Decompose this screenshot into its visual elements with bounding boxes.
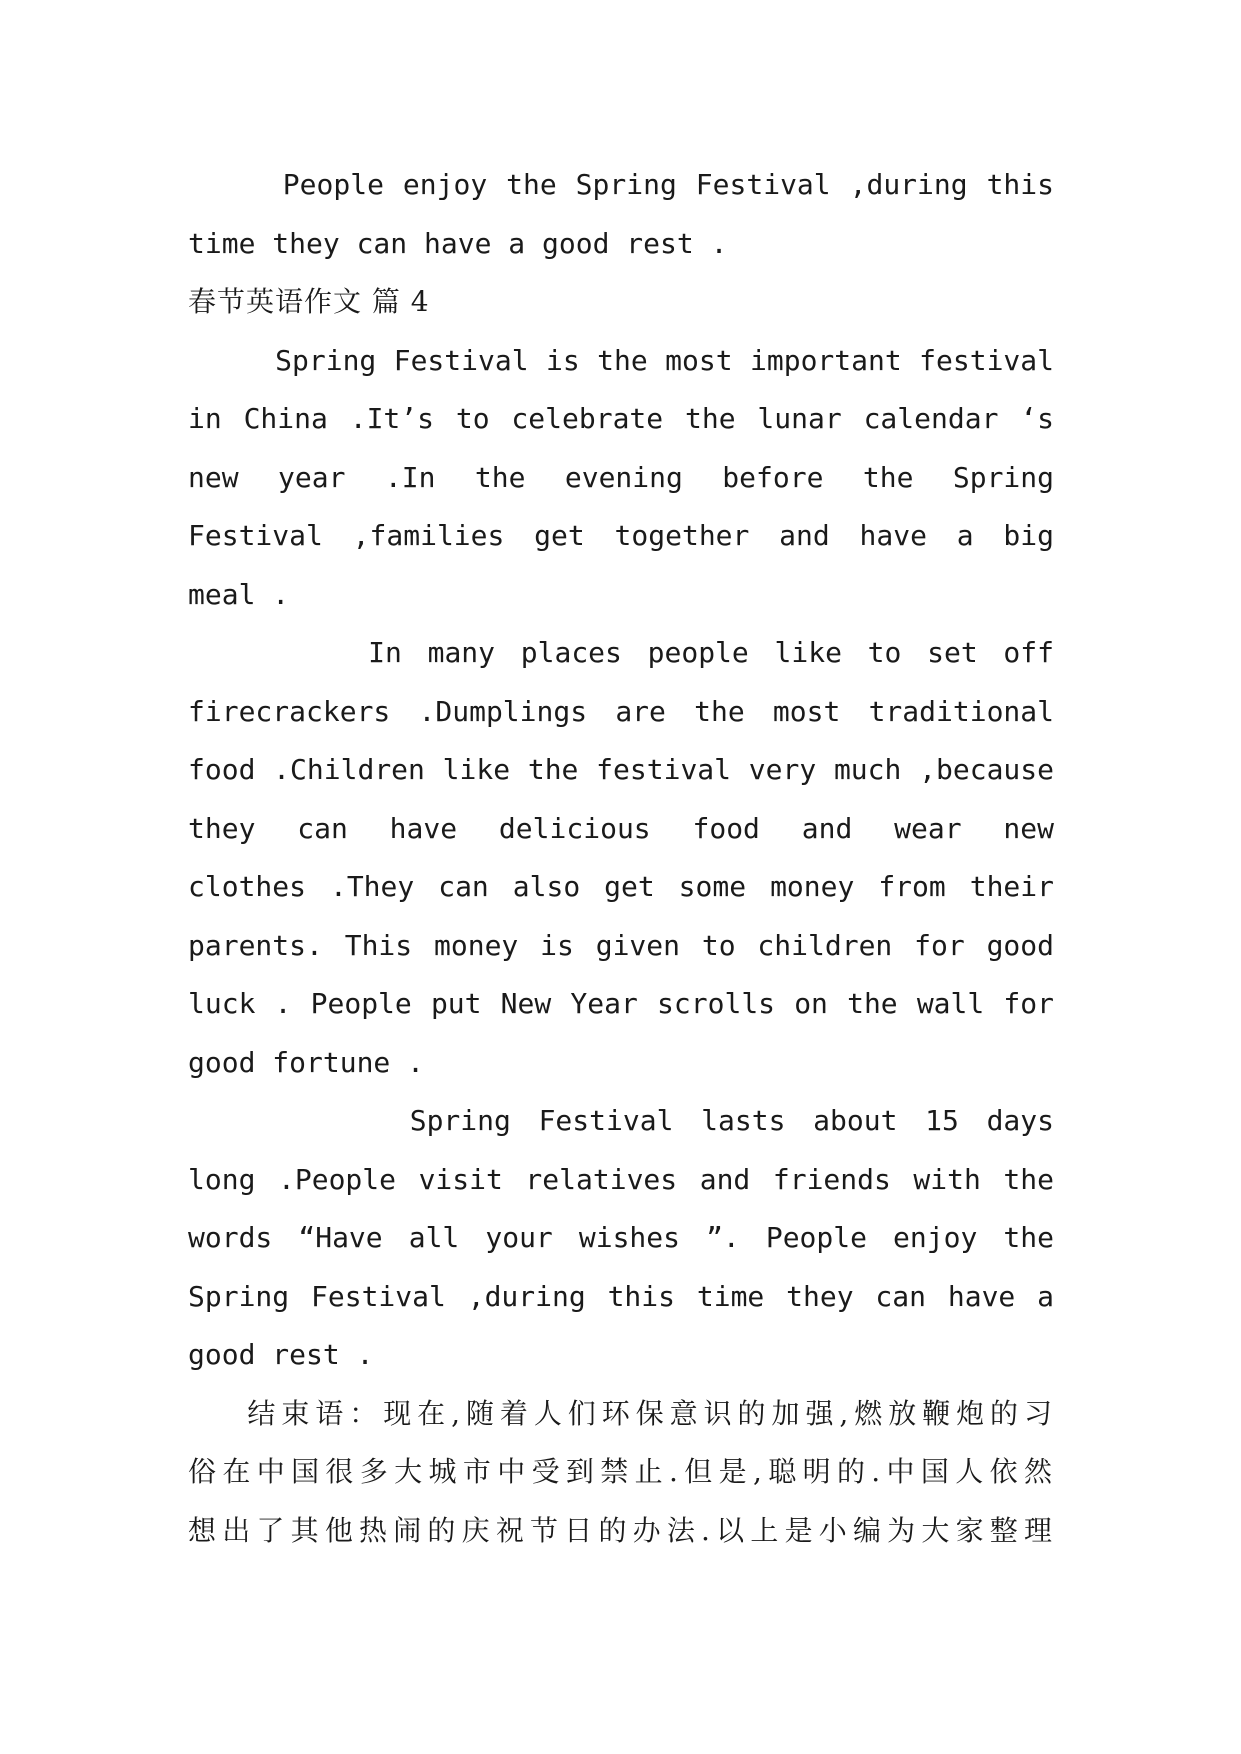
paragraph-line: in China .It’s to celebrate the lunar calendar ‘s [188, 402, 1054, 435]
paragraph-line: Festival ,families get together and have a big [188, 519, 1054, 552]
paragraph-line: Spring Festival is the most important festival [188, 343, 1054, 377]
closing-line: 结束语：现在,随着人们环保意识的加强,燃放鞭炮的习 [188, 1396, 1054, 1430]
paragraph-line: meal . [188, 577, 290, 611]
paragraph-line: new year .In the evening before the Spring [188, 460, 1054, 494]
paragraph-line: long .People visit relatives and friends with the [188, 1162, 1054, 1196]
section-heading: 春节英语作文 篇 4 [188, 285, 430, 318]
paragraph-line: Spring Festival ,during this time they can have a [188, 1279, 1054, 1313]
paragraph-line: food .Children like the festival very much ,because [188, 753, 1054, 786]
paragraph-line: firecrackers .Dumplings are the most traditional [188, 694, 1054, 728]
paragraph-line: time they can have a good rest . [188, 226, 728, 260]
paragraph-line: luck . People put New Year scrolls on the wall for [188, 987, 1054, 1020]
paragraph-line: clothes .They can also get some money from their [188, 870, 1054, 903]
paragraph-line: parents. This money is given to children for good [188, 928, 1054, 962]
paragraph-line: People enjoy the Spring Festival ,during this [188, 168, 1054, 201]
paragraph-line: In many places people like to set off [188, 636, 1054, 669]
paragraph-line: good rest . [188, 1338, 374, 1371]
closing-line: 想出了其他热闹的庆祝节日的办法.以上是小编为大家整理 [188, 1513, 1054, 1547]
paragraph-line: words “Have all your wishes ”. People enjoy the [188, 1221, 1054, 1254]
paragraph-line: Spring Festival lasts about 15 days [188, 1104, 1054, 1137]
paragraph-line: good fortune . [188, 1045, 425, 1079]
paragraph-line: they can have delicious food and wear new [188, 811, 1054, 845]
document-page [188, 156, 1054, 1560]
closing-line: 俗在中国很多大城市中受到禁止.但是,聪明的.中国人依然 [188, 1455, 1054, 1488]
